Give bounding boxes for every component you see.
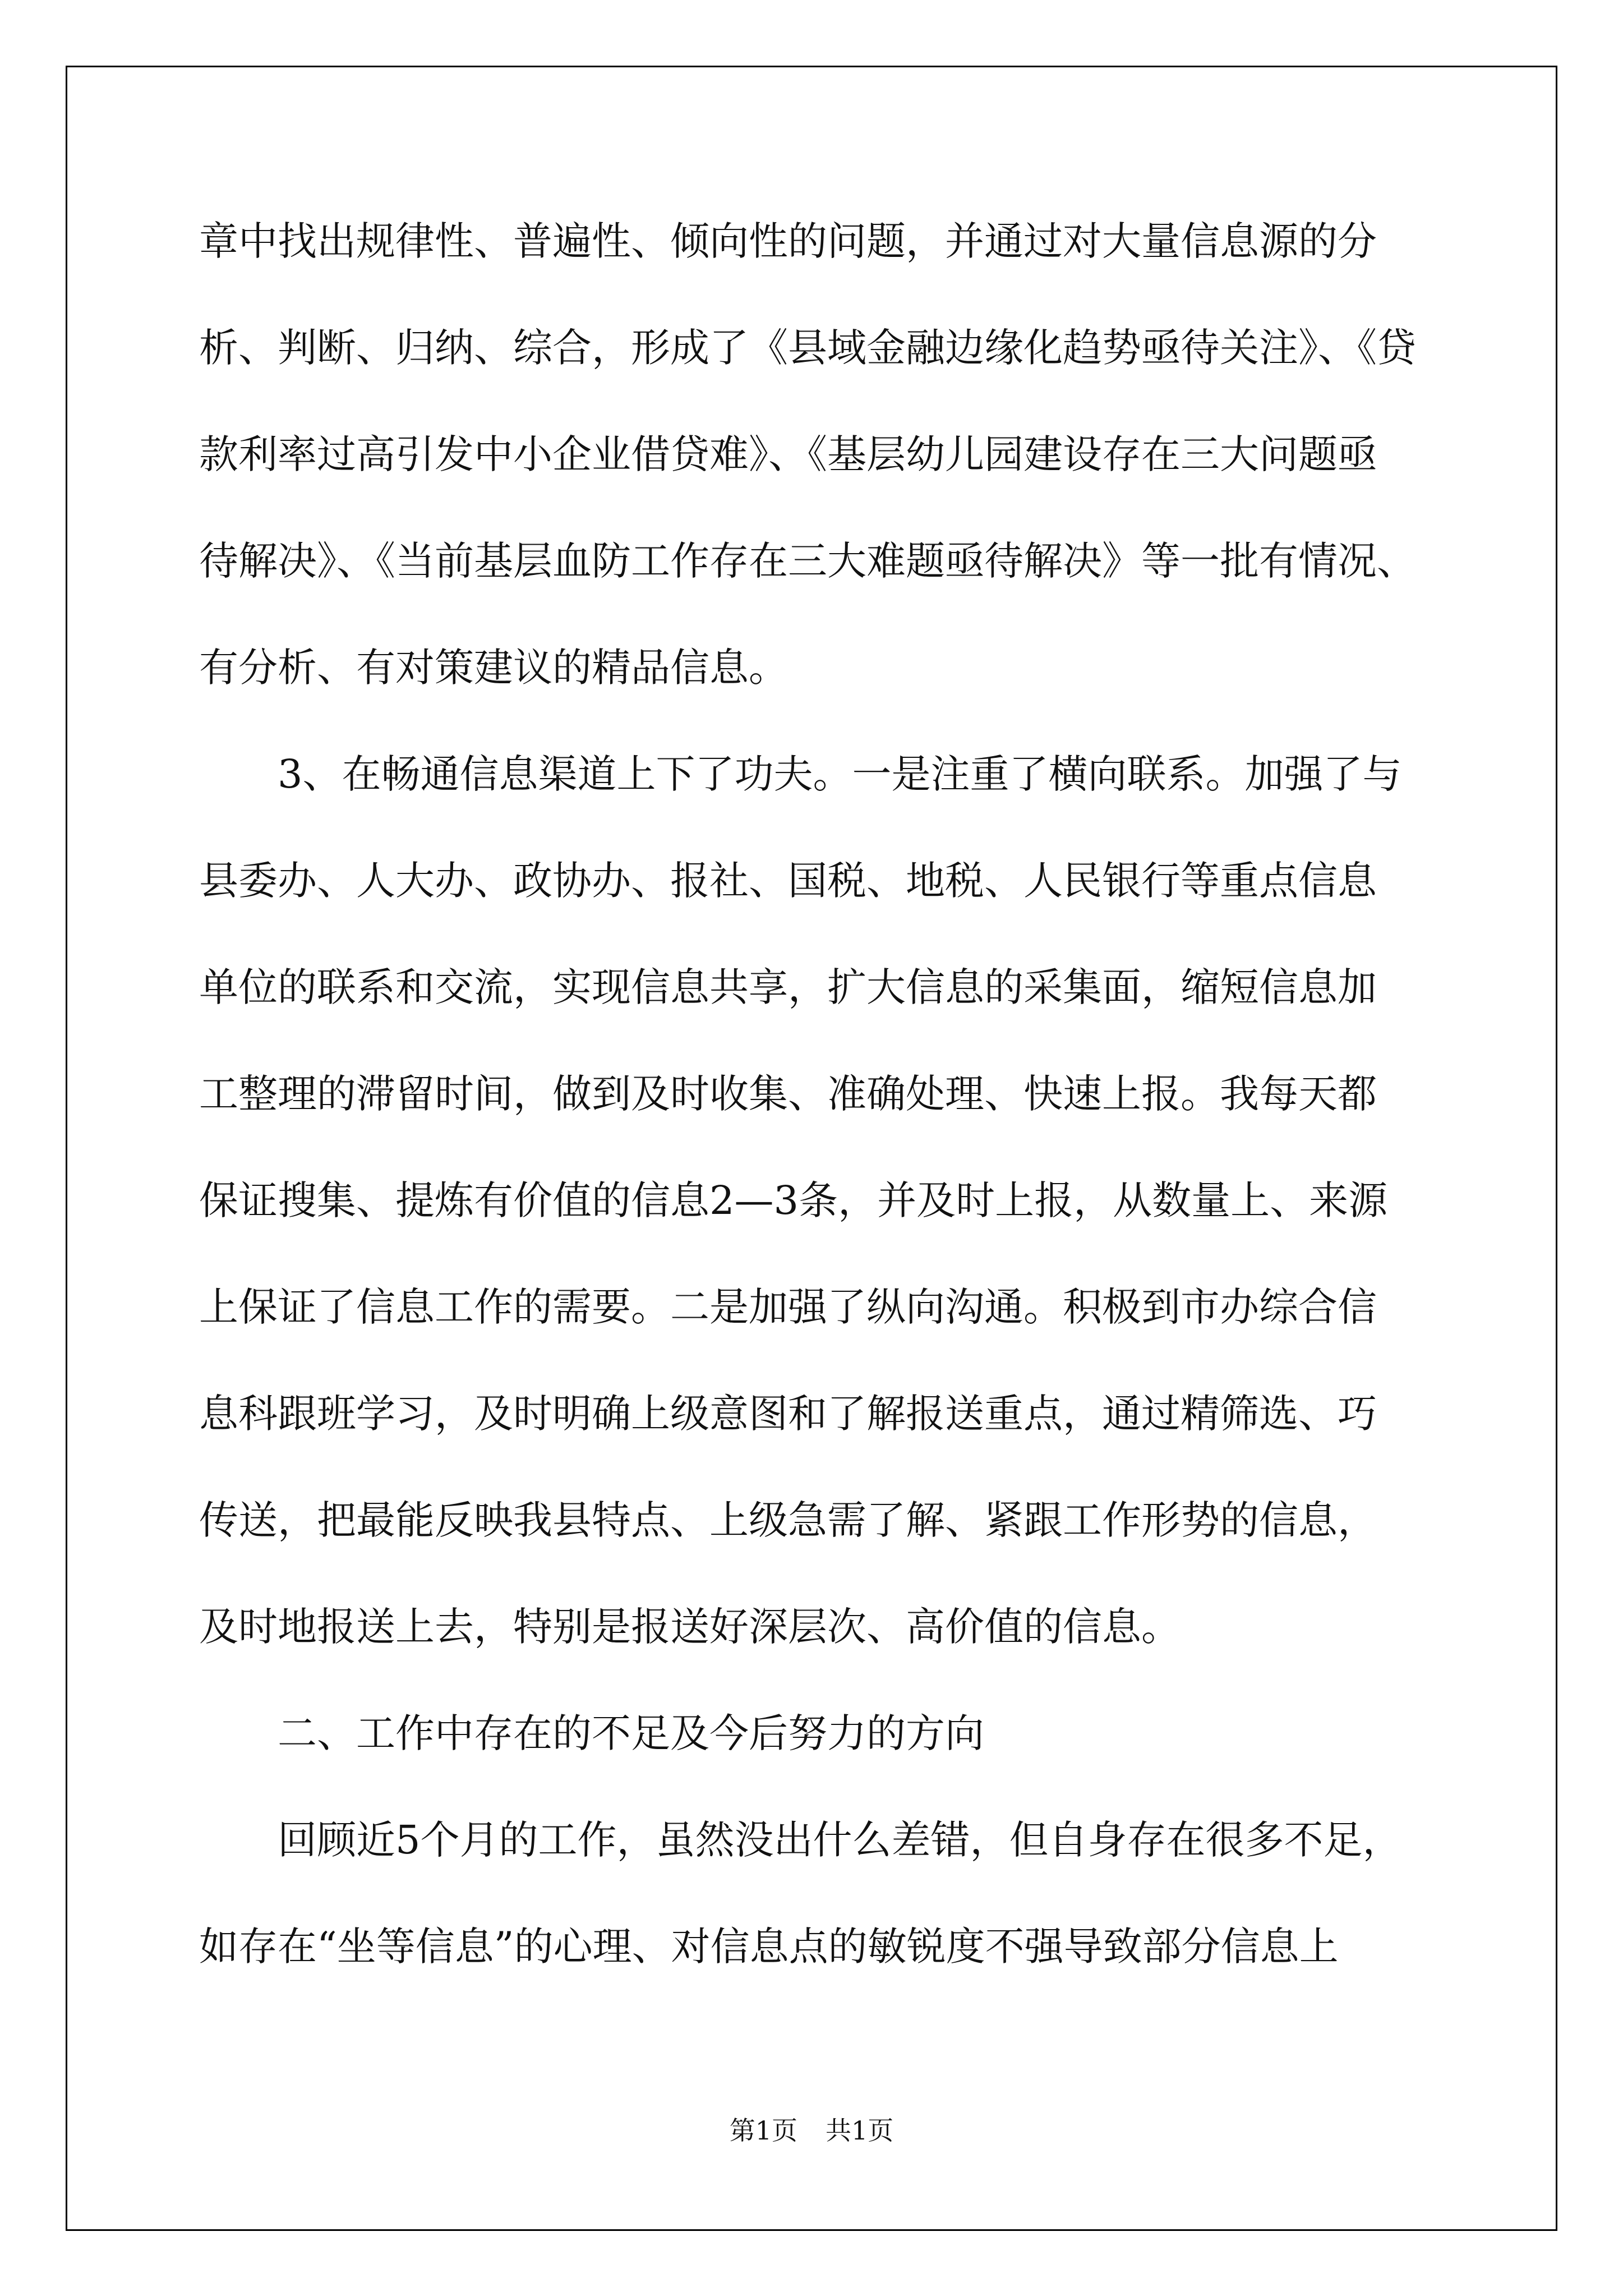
paragraph-line: 有分析、有对策建议的精品信息。 <box>199 645 788 691</box>
paragraph-line: 工整理的滞留时间，做到及时收集、准确处理、快速上报。我每天都 <box>199 1071 1377 1117</box>
paragraph-line: 3、在畅通信息渠道上下了功夫。一是注重了横向联系。加强了与 <box>278 751 1402 797</box>
section-heading: 二、工作中存在的不足及今后努力的方向 <box>278 1710 984 1756</box>
document-body <box>199 213 1433 2025</box>
paragraph-line: 传送，把最能反映我县特点、上级急需了解、紧跟工作形势的信息， <box>199 1497 1377 1543</box>
paragraph-line: 款利率过高引发中小企业借贷难》、《基层幼儿园建设存在三大问题亟 <box>199 431 1377 477</box>
paragraph-line: 上保证了信息工作的需要。二是加强了纵向沟通。积极到市办综合信 <box>199 1284 1377 1330</box>
paragraph-line: 保证搜集、提炼有价值的信息2—3条，并及时上报，从数量上、来源 <box>199 1177 1388 1223</box>
paragraph-line: 回顾近5个月的工作，虽然没出什么差错，但自身存在很多不足， <box>278 1817 1402 1863</box>
paragraph-line: 析、判断、归纳、综合，形成了《县域金融边缘化趋势亟待关注》、《贷 <box>199 325 1416 371</box>
paragraph-line: 如存在“坐等信息”的心理、对信息点的敏锐度不强导致部分信息上 <box>199 1924 1339 1970</box>
paragraph-line: 章中找出规律性、普遍性、倾向性的问题，并通过对大量信息源的分 <box>199 218 1377 264</box>
paragraph-line: 单位的联系和交流，实现信息共享，扩大信息的采集面，缩短信息加 <box>199 964 1377 1010</box>
page-number-current: 第1页 <box>729 2115 797 2146</box>
paragraph-line: 及时地报送上去，特别是报送好深层次、高价值的信息。 <box>199 1604 1181 1650</box>
page-footer <box>0 2114 1623 2147</box>
page-number-total: 共1页 <box>826 2115 894 2146</box>
paragraph-line: 待解决》、《当前基层血防工作存在三大难题亟待解决》等一批有情况、 <box>199 538 1416 584</box>
paragraph-line: 息科跟班学习，及时明确上级意图和了解报送重点，通过精筛选、巧 <box>199 1391 1377 1437</box>
paragraph-line: 县委办、人大办、政协办、报社、国税、地税、人民银行等重点信息 <box>199 858 1377 904</box>
